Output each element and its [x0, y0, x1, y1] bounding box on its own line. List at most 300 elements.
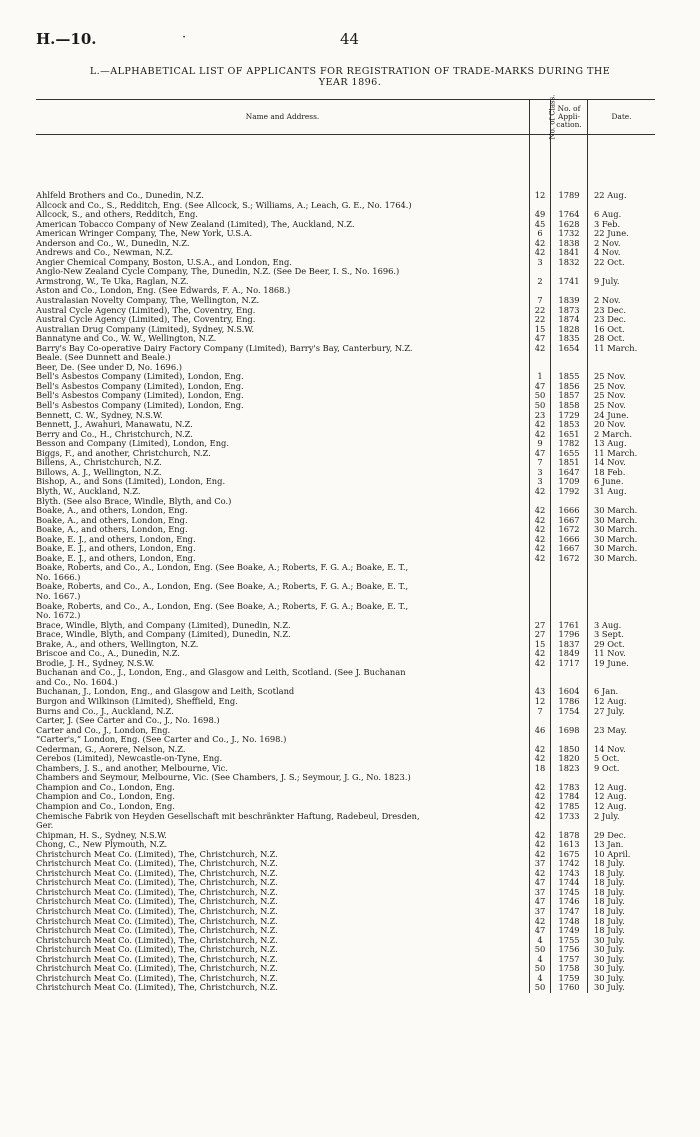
date-cell: 30 July.: [588, 945, 656, 955]
date-cell: 30 July.: [588, 964, 656, 974]
table-row: [36, 239, 655, 249]
table-row: [36, 258, 655, 268]
table-row: [36, 974, 655, 984]
application-number-cell: 1760: [551, 983, 588, 993]
date-cell: 12 Aug.: [588, 802, 656, 812]
applicant-name-cell: Ahlfeld Brothers and Co., Dunedin, N.Z.: [36, 191, 204, 200]
class-number-cell: [530, 716, 551, 726]
date-cell: [588, 592, 656, 602]
date-cell: 10 April.: [588, 850, 656, 860]
application-number-cell: 1856: [551, 382, 588, 392]
applicant-name-cell: Armstrong, W., Te Uka, Raglan, N.Z.: [36, 276, 189, 286]
table-row: [36, 449, 655, 459]
date-cell: 29 Dec.: [588, 831, 656, 841]
applicant-name-cell: Boake, A., and others, London, Eng.: [36, 506, 188, 516]
date-cell: 30 March.: [588, 554, 656, 564]
class-number-cell: [530, 353, 551, 363]
class-number-cell: 42: [530, 869, 551, 879]
application-number-cell: 1783: [551, 783, 588, 793]
applicant-name-cell: Bennett, J., Awahuri, Manawatu, N.Z.: [36, 420, 193, 430]
class-number-cell: 18: [530, 764, 551, 774]
table-row: [36, 325, 655, 335]
class-number-cell: 50: [530, 391, 551, 401]
application-number-cell: 1756: [551, 945, 588, 955]
table-row: [36, 363, 655, 373]
table-row: [36, 955, 655, 965]
date-cell: 30 March.: [588, 525, 656, 535]
applicant-name-cell: Bishop, A., and Sons (Limited), London, Eng.: [36, 477, 226, 487]
date-cell: 22 Oct.: [588, 258, 656, 268]
table-row: [36, 573, 655, 583]
table-row: [36, 602, 655, 612]
table-row: [36, 411, 655, 421]
class-number-cell: 42: [530, 516, 551, 526]
class-number-cell: 42: [530, 754, 551, 764]
application-number-cell: 1832: [551, 258, 588, 268]
applicant-name-cell: Beale. (See Dunnett and Beale.): [36, 353, 171, 363]
date-cell: 30 March.: [588, 535, 656, 545]
application-number-cell: 1741: [551, 277, 588, 287]
table-row: [36, 420, 655, 430]
applicant-name-cell: Aston and Co., London, Eng. (See Edwards, F. A., No. 1868.): [36, 286, 291, 296]
date-cell: [588, 611, 656, 621]
application-number-cell: 1672: [551, 554, 588, 564]
class-number-cell: [530, 611, 551, 621]
table-row: [36, 640, 655, 650]
applicant-name-cell: Austral Cycle Agency (Limited), The, Coventry, Eng.: [36, 315, 256, 325]
application-number-cell: 1785: [551, 802, 588, 812]
table-row: [36, 315, 655, 325]
class-number-cell: 42: [530, 554, 551, 564]
application-number-cell: [551, 821, 588, 831]
applicant-name-cell: Bell's Asbestos Company (Limited), London, Eng.: [36, 372, 244, 382]
class-number-cell: 4: [530, 955, 551, 965]
applicant-name-cell: Christchurch Meat Co. (Limited), The, Christchurch, N.Z.: [36, 935, 278, 945]
table-row: [36, 649, 655, 659]
class-number-cell: 42: [530, 840, 551, 850]
class-number-cell: 2: [530, 277, 551, 287]
table-row: [36, 831, 655, 841]
applicant-name-cell: Buchanan and Co., J., London, Eng., and Glasgow and Leith, Scotland. (See J. Buchanan: [36, 668, 406, 678]
table-header-row: [36, 100, 655, 135]
class-number-cell: 42: [530, 649, 551, 659]
date-cell: 19 June.: [588, 659, 656, 669]
table-row: [36, 592, 655, 602]
date-cell: 25 Nov.: [588, 391, 656, 401]
application-number-cell: 1761: [551, 621, 588, 631]
class-number-cell: 42: [530, 248, 551, 258]
applicant-name-cell: Chong, C., New Plymouth, N.Z.: [36, 840, 168, 850]
table-row: [36, 697, 655, 707]
application-number-cell: 1729: [551, 411, 588, 421]
applicant-name-cell: Christchurch Meat Co. (Limited), The, Christchurch, N.Z.: [36, 868, 278, 878]
date-cell: 25 Nov.: [588, 382, 656, 392]
application-number-cell: 1742: [551, 859, 588, 869]
date-cell: 9 July.: [588, 277, 656, 287]
applicant-name-cell: Bennett, C. W., Sydney, N.S.W.: [36, 410, 163, 420]
table-row: [36, 687, 655, 697]
application-number-cell: 1744: [551, 878, 588, 888]
table-row: [36, 630, 655, 640]
applicant-name-cell: Boake, A., and others, London, Eng.: [36, 525, 188, 535]
table-row: [36, 267, 655, 277]
applicants-table: [36, 94, 655, 993]
table-row: [36, 220, 655, 230]
table-spacer-row: [36, 135, 655, 192]
class-number-cell: 46: [530, 726, 551, 736]
class-number-cell: 6: [530, 229, 551, 239]
table-row: [36, 334, 655, 344]
application-number-cell: 1853: [551, 420, 588, 430]
class-number-cell: 27: [530, 630, 551, 640]
class-number-cell: [530, 201, 551, 211]
class-number-cell: 3: [530, 477, 551, 487]
table-row: [36, 907, 655, 917]
date-cell: 6 Aug.: [588, 210, 656, 220]
applicant-name-cell: Boake, E. J., and others, London, Eng.: [36, 534, 196, 544]
application-number-cell: 1651: [551, 430, 588, 440]
class-number-cell: 42: [530, 812, 551, 822]
table-row: [36, 344, 655, 354]
class-number-cell: 15: [530, 640, 551, 650]
table-row: [36, 468, 655, 478]
date-cell: [588, 582, 656, 592]
table-row: [36, 391, 655, 401]
application-number-cell: 1628: [551, 220, 588, 230]
application-number-cell: 1746: [551, 897, 588, 907]
application-number-cell: 1764: [551, 210, 588, 220]
applicant-name-cell: Billows, A. J., Wellington, N.Z.: [36, 467, 162, 477]
applicant-name-cell: Briscoe and Co., A., Dunedin, N.Z.: [36, 649, 180, 659]
applicant-name-cell: Bell's Asbestos Company (Limited), London, Eng.: [36, 381, 244, 391]
date-cell: 27 July.: [588, 707, 656, 717]
table-row: [36, 296, 655, 306]
class-number-cell: 4: [530, 974, 551, 984]
applicant-name-cell: Australasian Novelty Company, The, Wellington, N.Z.: [36, 296, 260, 306]
table-row: [36, 745, 655, 755]
application-number-cell: [551, 611, 588, 621]
table-row: [36, 621, 655, 631]
column-header-date: Date.: [588, 100, 656, 135]
table-row: [36, 735, 655, 745]
date-cell: 30 July.: [588, 983, 656, 993]
application-number-cell: [551, 286, 588, 296]
class-number-cell: 45: [530, 220, 551, 230]
applicant-name-cell: “Carter's,” London, Eng. (See Carter and Co., J., No. 1698.): [36, 735, 287, 745]
date-cell: 24 June.: [588, 411, 656, 421]
applicant-name-cell: Christchurch Meat Co. (Limited), The, Christchurch, N.Z.: [36, 859, 278, 869]
class-number-cell: 37: [530, 859, 551, 869]
applicant-name-cell: Brace, Windle, Blyth, and Company (Limited), Dunedin, N.Z.: [36, 620, 291, 630]
class-number-cell: 42: [530, 430, 551, 440]
table-row: [36, 248, 655, 258]
applicant-name-cell: Cederman, G., Aorere, Nelson, N.Z.: [36, 744, 186, 754]
date-cell: [588, 286, 656, 296]
application-number-cell: [551, 668, 588, 678]
application-number-cell: 1675: [551, 850, 588, 860]
table-row: [36, 525, 655, 535]
class-number-cell: 15: [530, 325, 551, 335]
application-number-cell: 1823: [551, 764, 588, 774]
table-row: [36, 659, 655, 669]
table-row: [36, 878, 655, 888]
application-number-cell: 1828: [551, 325, 588, 335]
applicant-name-cell: Bannatyne and Co., W. W., Wellington, N.Z.: [36, 334, 217, 344]
class-number-cell: 42: [530, 792, 551, 802]
class-number-cell: 4: [530, 936, 551, 946]
applicant-name-cell: Brace, Windle, Blyth, and Company (Limited), Dunedin, N.Z.: [36, 630, 291, 640]
date-cell: [588, 267, 656, 277]
application-number-cell: 1747: [551, 907, 588, 917]
applicant-name-cell: Brake, A., and others, Wellington, N.Z.: [36, 639, 199, 649]
applicant-name-cell: Christchurch Meat Co. (Limited), The, Christchurch, N.Z.: [36, 926, 278, 936]
applicant-name-cell: Carter and Co., J., London, Eng.: [36, 725, 171, 735]
column-header-name: Name and Address.: [36, 100, 530, 135]
table-row: [36, 353, 655, 363]
application-number-cell: 1849: [551, 649, 588, 659]
class-number-cell: 42: [530, 831, 551, 841]
class-number-cell: [530, 582, 551, 592]
application-number-cell: 1745: [551, 888, 588, 898]
table-row: [36, 726, 655, 736]
table-row: [36, 812, 655, 822]
table-row: [36, 716, 655, 726]
applicant-name-cell: Bell's Asbestos Company (Limited), London, Eng.: [36, 391, 244, 401]
application-number-cell: [551, 735, 588, 745]
application-number-cell: 1782: [551, 439, 588, 449]
applicant-name-cell: Christchurch Meat Co. (Limited), The, Christchurch, N.Z.: [36, 849, 278, 859]
table-row: [36, 936, 655, 946]
date-cell: 23 Dec.: [588, 315, 656, 325]
application-number-cell: 1604: [551, 687, 588, 697]
applicant-name-cell: No. 1672.): [36, 611, 81, 621]
application-number-cell: 1709: [551, 477, 588, 487]
table-row: [36, 229, 655, 239]
class-number-cell: 42: [530, 544, 551, 554]
applicant-name-cell: Boake, E. J., and others, London, Eng.: [36, 544, 196, 554]
applicant-name-cell: Boake, E. J., and others, London, Eng.: [36, 553, 196, 563]
date-cell: 13 Aug.: [588, 439, 656, 449]
date-cell: 11 Nov.: [588, 649, 656, 659]
application-number-cell: 1792: [551, 487, 588, 497]
applicant-name-cell: Blyth, W., Auckland, N.Z.: [36, 486, 141, 496]
class-number-cell: 7: [530, 458, 551, 468]
table-row: [36, 191, 655, 201]
class-number-cell: [530, 563, 551, 573]
table-row: [36, 372, 655, 382]
applicant-name-cell: Biggs, F., and another, Christchurch, N.Z.: [36, 448, 211, 458]
date-cell: 13 Jan.: [588, 840, 656, 850]
application-number-cell: 1858: [551, 401, 588, 411]
date-cell: 18 July.: [588, 888, 656, 898]
class-number-cell: 42: [530, 917, 551, 927]
class-number-cell: 50: [530, 964, 551, 974]
class-number-cell: 47: [530, 878, 551, 888]
applicant-name-cell: Beer, De. (See under D, No. 1696.): [36, 362, 182, 372]
class-number-cell: 42: [530, 745, 551, 755]
application-number-cell: 1748: [551, 917, 588, 927]
date-cell: 18 July.: [588, 878, 656, 888]
table-row: [36, 286, 655, 296]
applicant-name-cell: American Wringer Company, The, New York, U.S.A.: [36, 229, 253, 239]
applicant-name-cell: Billens, A., Christchurch, N.Z.: [36, 458, 162, 468]
class-number-cell: [530, 668, 551, 678]
table-row: [36, 401, 655, 411]
application-number-cell: [551, 773, 588, 783]
date-cell: 23 May.: [588, 726, 656, 736]
date-cell: 4 Nov.: [588, 248, 656, 258]
application-number-cell: [551, 592, 588, 602]
date-cell: [588, 201, 656, 211]
applicant-name-cell: Christchurch Meat Co. (Limited), The, Christchurch, N.Z.: [36, 878, 278, 888]
application-number-cell: 1749: [551, 926, 588, 936]
date-cell: 18 July.: [588, 897, 656, 907]
class-number-cell: 42: [530, 344, 551, 354]
table-row: [36, 964, 655, 974]
application-number-cell: 1755: [551, 936, 588, 946]
class-number-cell: 47: [530, 897, 551, 907]
class-number-cell: 42: [530, 850, 551, 860]
date-cell: 12 Aug.: [588, 697, 656, 707]
application-number-cell: 1838: [551, 239, 588, 249]
class-number-cell: 42: [530, 802, 551, 812]
class-number-cell: [530, 678, 551, 688]
applicant-name-cell: Allcock, S., and others, Redditch, Eng.: [36, 210, 198, 220]
table-row: [36, 306, 655, 316]
application-number-cell: 1655: [551, 449, 588, 459]
application-number-cell: 1717: [551, 659, 588, 669]
date-cell: 31 Aug.: [588, 487, 656, 497]
applicant-name-cell: Christchurch Meat Co. (Limited), The, Christchurch, N.Z.: [36, 945, 278, 955]
application-number-cell: 1698: [551, 726, 588, 736]
application-number-cell: 1666: [551, 535, 588, 545]
title-line-2: YEAR 1896.: [318, 77, 382, 88]
applicant-name-cell: Buchanan, J., London, Eng., and Glasgow and Leith, Scotland: [36, 687, 295, 697]
date-cell: 30 March.: [588, 544, 656, 554]
applicant-name-cell: Champion and Co., London, Eng.: [36, 792, 175, 802]
table-row: [36, 783, 655, 793]
date-cell: 20 Nov.: [588, 420, 656, 430]
class-number-cell: 23: [530, 411, 551, 421]
date-cell: 2 Nov.: [588, 296, 656, 306]
column-header-application: No. of Appli-cation.: [551, 100, 588, 135]
applicant-name-cell: Chambers, J. S., and another, Melbourne, Vic.: [36, 763, 228, 773]
applicant-name-cell: Christchurch Meat Co. (Limited), The, Christchurch, N.Z.: [36, 907, 278, 917]
applicant-name-cell: Christchurch Meat Co. (Limited), The, Christchurch, N.Z.: [36, 887, 278, 897]
applicant-name-cell: Boake, Roberts, and Co., A., London, Eng. (See Boake, A.; Roberts, F. G. A.; Boake, E. T.,: [36, 563, 409, 573]
date-cell: [588, 563, 656, 573]
application-number-cell: 1743: [551, 869, 588, 879]
date-cell: 18 July.: [588, 869, 656, 879]
application-number-cell: 1757: [551, 955, 588, 965]
class-number-cell: 7: [530, 296, 551, 306]
applicant-name-cell: Boake, A., and others, London, Eng.: [36, 515, 188, 525]
application-number-cell: 1837: [551, 640, 588, 650]
application-number-cell: 1666: [551, 506, 588, 516]
page-number: 44: [340, 30, 360, 48]
application-number-cell: [551, 353, 588, 363]
date-cell: 11 March.: [588, 344, 656, 354]
table-row: [36, 792, 655, 802]
applicant-name-cell: Andrews and Co., Newman, N.Z.: [36, 248, 174, 258]
date-cell: 6 Jan.: [588, 687, 656, 697]
date-cell: 2 Nov.: [588, 239, 656, 249]
table-row: [36, 210, 655, 220]
application-number-cell: [551, 267, 588, 277]
applicant-name-cell: Barry's Bay Co-operative Dairy Factory Company (Limited), Barry's Bay, Canterbury, N.Z.: [36, 343, 413, 353]
table-row: [36, 821, 655, 831]
table-row: [36, 869, 655, 879]
table-row: [36, 859, 655, 869]
date-cell: 3 Sept.: [588, 630, 656, 640]
date-cell: 25 Nov.: [588, 401, 656, 411]
class-number-cell: 42: [530, 535, 551, 545]
table-row: [36, 754, 655, 764]
table-row: [36, 850, 655, 860]
class-number-cell: 47: [530, 449, 551, 459]
date-cell: 2 March.: [588, 430, 656, 440]
table-row: [36, 535, 655, 545]
table-row: [36, 477, 655, 487]
date-cell: 30 July.: [588, 955, 656, 965]
application-number-cell: 1820: [551, 754, 588, 764]
applicant-name-cell: No. 1666.): [36, 572, 81, 582]
applicant-name-cell: Cerebos (Limited), Newcastle-on-Tyne, Eng.: [36, 754, 223, 764]
application-number-cell: 1754: [551, 707, 588, 717]
application-number-cell: 1789: [551, 191, 588, 201]
applicant-name-cell: Christchurch Meat Co. (Limited), The, Christchurch, N.Z.: [36, 897, 278, 907]
application-number-cell: 1759: [551, 974, 588, 984]
application-number-cell: [551, 602, 588, 612]
date-cell: [588, 602, 656, 612]
applicant-name-cell: Burns and Co., J., Auckland, N.Z.: [36, 706, 174, 716]
class-number-cell: 42: [530, 659, 551, 669]
class-number-cell: 3: [530, 258, 551, 268]
table-row: [36, 917, 655, 927]
class-number-cell: [530, 735, 551, 745]
date-cell: [588, 821, 656, 831]
applicant-name-cell: Angier Chemical Company, Boston, U.S.A., and London, Eng.: [36, 257, 292, 267]
class-number-cell: 42: [530, 506, 551, 516]
date-cell: 14 Nov.: [588, 458, 656, 468]
class-number-cell: [530, 573, 551, 583]
applicant-name-cell: American Tobacco Company of New Zealand (Limited), The, Auckland, N.Z.: [36, 219, 355, 229]
class-number-cell: 42: [530, 420, 551, 430]
date-cell: [588, 353, 656, 363]
class-number-cell: 42: [530, 487, 551, 497]
application-number-cell: 1873: [551, 306, 588, 316]
table-row: [36, 544, 655, 554]
application-number-cell: 1733: [551, 812, 588, 822]
date-cell: 5 Oct.: [588, 754, 656, 764]
table-row: [36, 554, 655, 564]
table-row: [36, 707, 655, 717]
class-number-cell: 50: [530, 401, 551, 411]
date-cell: 18 July.: [588, 907, 656, 917]
application-number-cell: 1851: [551, 458, 588, 468]
table-row: [36, 611, 655, 621]
table-row: [36, 764, 655, 774]
application-number-cell: 1784: [551, 792, 588, 802]
date-cell: 25 Nov.: [588, 372, 656, 382]
application-number-cell: 1667: [551, 544, 588, 554]
applicant-name-cell: Christchurch Meat Co. (Limited), The, Christchurch, N.Z.: [36, 916, 278, 926]
class-number-cell: 47: [530, 334, 551, 344]
applicant-name-cell: Blyth. (See also Brace, Windle, Blyth, and Co.): [36, 496, 232, 506]
date-cell: [588, 716, 656, 726]
date-cell: [588, 497, 656, 507]
date-cell: 18 July.: [588, 859, 656, 869]
